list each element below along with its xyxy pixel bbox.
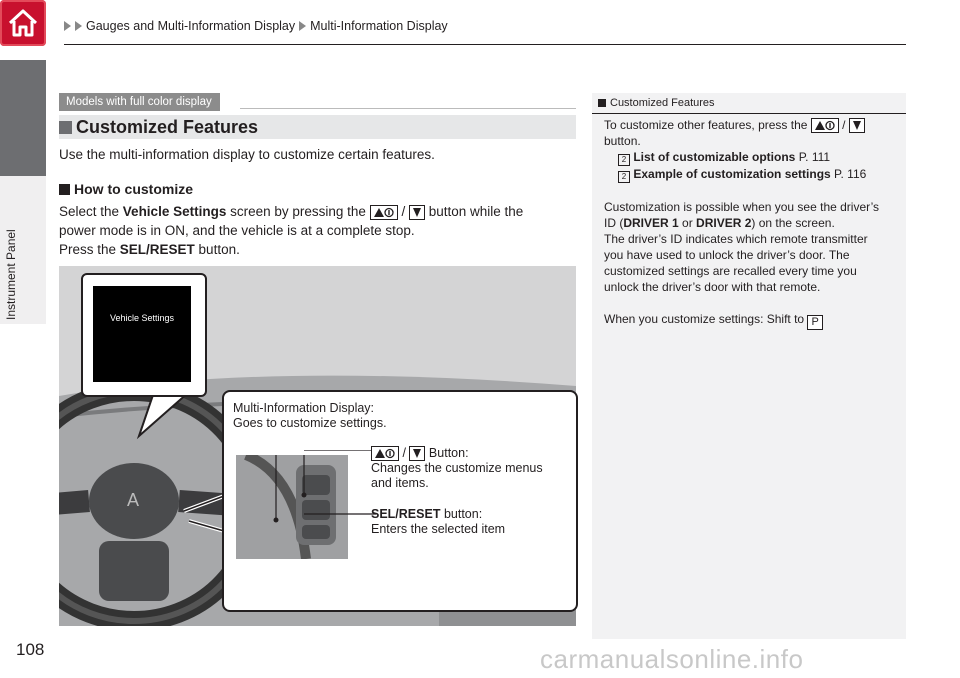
- svg-text:A: A: [127, 490, 140, 510]
- slash-text: /: [402, 446, 406, 460]
- mid-title: [233, 401, 387, 431]
- note-heading: [598, 97, 715, 109]
- note-ref1[interactable]: [604, 149, 900, 166]
- ref2-link: Example of customization settings: [633, 167, 831, 181]
- vehicle-settings-label: Vehicle Settings: [122, 204, 227, 219]
- sel-reset-desc: Enters the selected item: [371, 522, 506, 536]
- note-p3-line3: customized settings are recalled every time you: [604, 264, 857, 278]
- home-icon: [7, 8, 39, 38]
- howto-body: [59, 202, 579, 259]
- up-info-icon: [374, 448, 396, 459]
- howto-line3: [59, 240, 579, 259]
- vehicle-settings-screen-text: Vehicle Settings: [109, 313, 175, 323]
- slash-text: /: [401, 204, 406, 219]
- howto-title: [59, 181, 193, 197]
- sel-reset-description: [371, 507, 505, 537]
- sel-reset-rest: button:: [440, 507, 483, 521]
- sel-reset-bold: SEL/RESET: [371, 507, 441, 521]
- note-p3-line1: The driver’s ID indicates which remote transmitter: [604, 232, 868, 246]
- button-desc-line1: Changes the customize menus: [371, 461, 543, 475]
- ref1-link: List of customizable options: [633, 150, 796, 164]
- down-arrow-icon: [852, 120, 862, 131]
- ref1-page: P. 111: [795, 150, 831, 164]
- howto-line2: power mode is in ON, and the vehicle is at a complete stop.: [59, 223, 415, 238]
- up-button-key: [370, 205, 398, 220]
- note-p1-b: button.: [604, 134, 641, 148]
- up-info-icon: [814, 120, 836, 131]
- slash-text: /: [842, 118, 846, 132]
- side-tab-label: Instrument Panel: [4, 229, 18, 320]
- howto-line1-pre: Select the: [59, 204, 123, 219]
- square-bullet-icon: [59, 121, 72, 134]
- breadcrumb-arrow-icon: [64, 21, 71, 31]
- note-p3-line2: you have used to unlock the driver’s door. The: [604, 248, 850, 262]
- breadcrumb-arrow-icon: [75, 21, 82, 31]
- driver1-label: DRIVER 1: [623, 216, 679, 230]
- note-p4-pre: When you customize settings: Shift to: [604, 312, 808, 326]
- display-screen: [93, 286, 191, 382]
- ref2-page: P. 116: [830, 167, 867, 181]
- note-marker-icon: [598, 99, 606, 107]
- ref-arrow-icon: 2: [618, 171, 630, 183]
- note-p2-post: ) on the screen.: [751, 216, 835, 230]
- down-arrow-icon: [412, 207, 422, 218]
- down-arrow-icon: [412, 448, 422, 459]
- mid-title-line2: Goes to customize settings.: [233, 416, 387, 430]
- ref-arrow-icon: 2: [618, 154, 630, 166]
- park-key: P: [807, 315, 822, 330]
- watermark: carmanualsonline.info: [540, 644, 804, 674]
- howto-line1-post: button while the: [424, 204, 524, 219]
- button-desc-line2: and items.: [371, 476, 429, 490]
- down-button-key: [409, 446, 425, 461]
- section-title-text: Customized Features: [76, 117, 259, 137]
- button-description: [371, 446, 543, 491]
- mid-title-line1: Multi-Information Display:: [233, 401, 375, 415]
- howto-line3-pre: Press the: [59, 242, 120, 257]
- side-tab-block: [0, 60, 46, 176]
- note-p2-pre: ID (: [604, 216, 624, 230]
- square-bullet-icon: [59, 184, 70, 195]
- howto-line3-post: button.: [194, 242, 240, 257]
- header-divider: [64, 44, 906, 45]
- down-button-key: [849, 118, 865, 133]
- up-button-key: [811, 118, 839, 133]
- note-p2-line2: [604, 215, 900, 231]
- up-button-key: [371, 446, 399, 461]
- note-p4: [604, 311, 900, 330]
- section-title: [59, 115, 258, 139]
- note-p1-line1: [604, 117, 900, 133]
- button-suffix: Button:: [425, 446, 469, 460]
- breadcrumb: [64, 19, 448, 33]
- sel-reset-title: [371, 507, 505, 522]
- down-button-key: [409, 205, 425, 220]
- note-divider: [592, 113, 906, 114]
- up-info-icon: [373, 207, 395, 218]
- breadcrumb-arrow-icon: [299, 21, 306, 31]
- note-body: [604, 117, 900, 330]
- breadcrumb-link-gauges[interactable]: Gauges and Multi-Information Display: [86, 19, 296, 33]
- driver2-label: DRIVER 2: [696, 216, 752, 230]
- breadcrumb-link-mid[interactable]: Multi-Information Display: [310, 19, 448, 33]
- howto-line1-mid: screen by pressing the: [226, 204, 370, 219]
- page-number: 108: [16, 640, 45, 659]
- home-button[interactable]: [0, 0, 46, 46]
- note-heading-text: Customized Features: [610, 97, 715, 109]
- note-p2-or: or: [678, 216, 697, 230]
- button-desc-title: [371, 446, 543, 461]
- sel-reset-label: SEL/RESET: [119, 242, 195, 257]
- callout-leader-lines: [276, 450, 376, 530]
- intro-text: Use the multi-information display to customize certain features.: [59, 147, 435, 162]
- note-p1-a: To customize other features, press the: [604, 118, 808, 132]
- note-p2-line1: Customization is possible when you see the driver’s: [604, 200, 880, 214]
- note-p3-line4: unlock the driver’s door with that remote.: [604, 280, 821, 294]
- models-tag: Models with full color display: [59, 93, 220, 111]
- models-divider: [240, 108, 576, 109]
- howto-line1: [59, 202, 579, 221]
- note-ref2[interactable]: [604, 166, 900, 183]
- howto-title-text: How to customize: [74, 181, 194, 197]
